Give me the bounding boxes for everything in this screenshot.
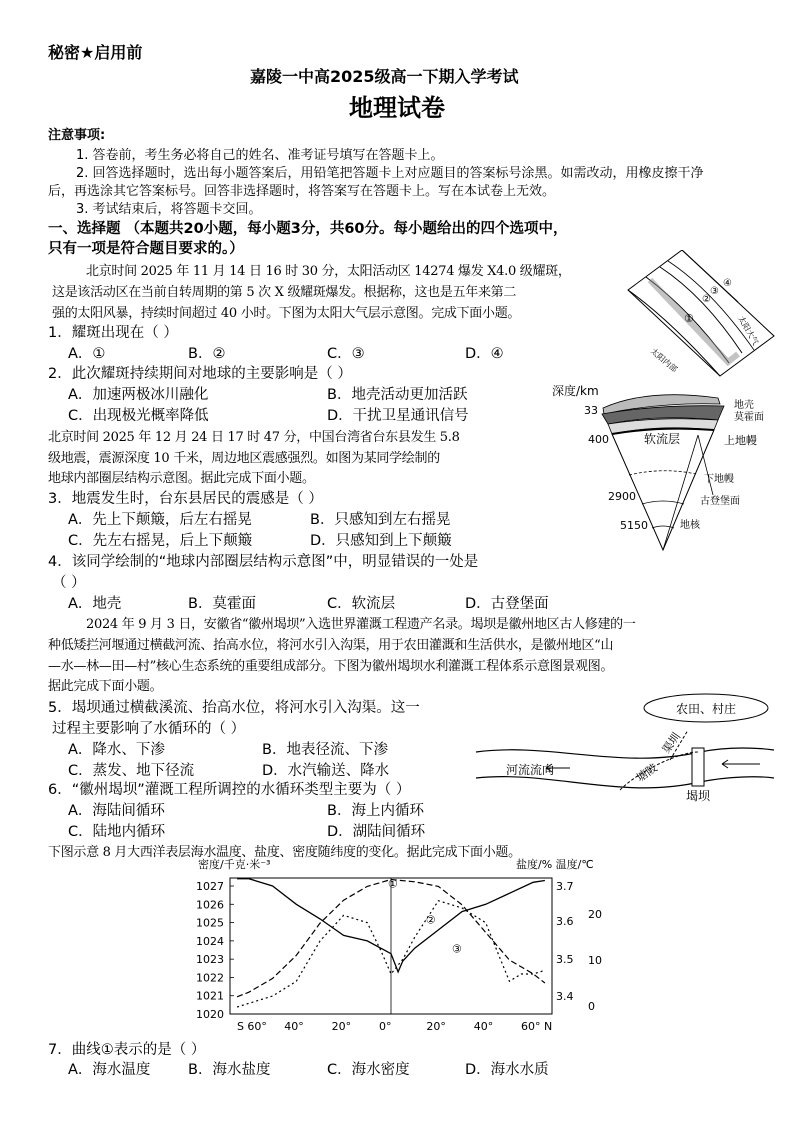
q4-option-d: D．古登堡面 <box>465 596 549 612</box>
passage-line: 地球内部圈层结构示意图。据此完成下面小题。 <box>48 471 315 486</box>
passage-line: 据此完成下面小题。 <box>48 679 163 694</box>
x-tick-label: 40° <box>473 1020 494 1033</box>
q2-option-a: A．加速两极冰川融化 <box>68 387 209 403</box>
depth-axis-label: 深度/km <box>552 384 599 398</box>
canal-label: 渠圳 <box>659 730 684 756</box>
q4-option-a: A．地壳 <box>68 596 122 612</box>
pond-label: 塘陂 <box>634 761 660 785</box>
moho-label: 莫霍面 <box>734 412 764 423</box>
q5-option-a: A．降水、下渗 <box>68 742 165 758</box>
sun-layer-2-label: ② <box>702 294 711 305</box>
y-left-tick-label: 1024 <box>196 934 224 948</box>
q7-option-b: B．海水盐度 <box>188 1062 271 1078</box>
upper-mantle-label: 上地幔 <box>724 434 757 447</box>
exam-title: 嘉陵一中高2025级高一下期入学考试 <box>250 67 519 86</box>
q4-option-b: B．莫霍面 <box>188 596 256 612</box>
y-temp-tick-label: 0 <box>588 1000 595 1013</box>
x-tick-label: 20° <box>331 1020 352 1033</box>
q5-option-c: C．蒸发、地下径流 <box>68 763 195 779</box>
q3-option-a: A．先上下颠簸，后左右摇晃 <box>68 512 252 528</box>
passage-line: 下图示意 8 月大西洋表层海水温度、盐度、密度随纬度的变化。据此完成下面小题。 <box>48 845 521 860</box>
sun-atmosphere-figure <box>620 250 780 380</box>
question-4-stem: 4．该同学绘制的“地球内部圈层结构示意图”中，明显错误的一处是 <box>48 554 479 570</box>
notice-title: 注意事项: <box>48 128 106 143</box>
crust-label: 地壳 <box>734 400 754 411</box>
chart-left-axis-label: 密度/千克·米⁻³ <box>198 858 271 871</box>
q7-option-a: A．海水温度 <box>68 1062 151 1078</box>
sun-interior-label: 太阳内部 <box>648 346 680 375</box>
x-tick-label: S 60° <box>236 1020 267 1033</box>
q3-option-b: B．只感知到左右摇晃 <box>310 512 451 528</box>
q5-option-b: B．地表径流、下渗 <box>262 742 388 758</box>
question-2-stem: 2．此次耀斑持续期间对地球的主要影响是（ ） <box>48 366 352 382</box>
y-left-tick-label: 1027 <box>196 880 224 893</box>
secret-label: 秘密★启用前 <box>48 43 143 62</box>
x-tick-label: 60° N <box>521 1020 553 1033</box>
sun-layer-3-label: ③ <box>710 286 719 297</box>
q5-option-d: D．水汽输送、降水 <box>262 763 390 779</box>
x-tick-label: 40° <box>284 1020 304 1033</box>
y-left-tick-label: 1025 <box>196 916 224 930</box>
y-temp-tick-label: 10 <box>588 954 602 967</box>
notice-item: 后，再选涂其它答案标号。回答非选择题时，将答案写在答题卡上。写在本试卷上无效。 <box>48 184 556 199</box>
dam-irrigation-figure <box>470 690 780 808</box>
y-left-tick-label: 1022 <box>196 971 224 985</box>
farmland-village-label: 农田、村庄 <box>676 702 737 716</box>
x-tick-label: 20° <box>426 1020 446 1033</box>
q2-option-c: C．出现极光概率降低 <box>68 408 209 424</box>
passage-line: 2024 年 9 月 3 日，安徽省“徽州堨坝”入选世界灌溉工程遗产名录。堨坝是徽州地区古人修建的一 <box>86 617 636 632</box>
question-5-stem: 过程主要影响了水循环的（ ） <box>52 721 246 737</box>
passage-line: —水—林—田—村”核心生态系统的重要组成部分。下图为徽州堨坝水利灌溉工程体系示意图景观图。 <box>48 659 614 674</box>
q6-option-c: C．陆地内循环 <box>68 824 166 840</box>
earth-interior-figure <box>548 380 788 560</box>
q3-option-d: D．只感知到上下颠簸 <box>310 533 452 549</box>
question-6-stem: 6．“徽州堨坝”灌溉工程所调控的水循环类型主要为（ ） <box>48 782 411 798</box>
passage-line: 这是该活动区在当前自转周期的第 5 次 X 级耀斑爆发。根据称，这也是五年来第二 <box>52 285 517 300</box>
notice-item: 2. 回答选择题时，选出每小题答案后，用铅笔把答题卡上对应题目的答案标号涂黑。如需改动，用橡皮擦干净 <box>76 166 704 181</box>
q4-option-c: C．软流层 <box>327 596 396 612</box>
q6-option-a: A．海陆间循环 <box>68 803 165 819</box>
q1-option-c: C．③ <box>327 346 365 362</box>
depth-tick: 2900 <box>608 490 636 503</box>
passage-line: 北京时间 2025 年 12 月 24 日 17 时 47 分，中国台湾省台东县发生 5.8 <box>48 430 460 445</box>
question-5-stem: 5．堨坝通过横截溪流、抬高水位，将河水引入沟渠。这一 <box>48 700 420 716</box>
series-1-label: ① <box>387 877 398 891</box>
asthenosphere-label: 软流层 <box>644 432 681 446</box>
lower-mantle-label: 下地幔 <box>704 474 734 485</box>
question-7-stem: 7．曲线①表示的是（ ） <box>48 1042 206 1058</box>
q6-option-b: B．海上内循环 <box>327 803 424 819</box>
depth-tick: 400 <box>588 433 609 446</box>
q2-option-d: D．干扰卫星通讯信号 <box>327 408 469 424</box>
series-2-label: ② <box>425 913 436 927</box>
depth-tick: 5150 <box>620 519 648 532</box>
q7-option-c: C．海水密度 <box>327 1062 410 1078</box>
x-tick-label: 0° <box>379 1020 392 1033</box>
series-3-label: ③ <box>451 942 462 956</box>
q3-option-c: C．先左右摇晃，后上下颠簸 <box>68 533 253 549</box>
q6-option-d: D．湖陆间循环 <box>327 824 426 840</box>
passage-line: 强的太阳风暴，持续时间超过 40 小时。下图为太阳大气层示意图。完成下面小题。 <box>52 306 521 321</box>
depth-tick: 33 <box>584 404 598 417</box>
y-salinity-tick-label: 3.4 <box>556 990 574 1003</box>
y-salinity-tick-label: 3.5 <box>556 953 574 966</box>
question-3-stem: 3．地震发生时，台东县居民的震感是（ ） <box>48 491 323 507</box>
passage-line: 级地震，震源深度 10 千米，周边地区震感强烈。如图为某同学绘制的 <box>48 451 440 466</box>
y-left-tick-label: 1021 <box>196 989 224 1003</box>
q2-option-b: B．地壳活动更加活跃 <box>327 387 468 403</box>
notice-item: 1. 答卷前，考生务必将自己的姓名、准考证号填写在答题卡上。 <box>76 148 444 163</box>
sun-layer-4-label: ④ <box>723 278 732 289</box>
q1-option-a: A．① <box>68 346 106 362</box>
sun-atmosphere-label: 太阳大气 <box>736 314 761 347</box>
subject-title: 地理试卷 <box>349 93 445 122</box>
section-heading: 只有一项是符合题目要求的。） <box>48 241 244 257</box>
sun-layer-1-label: ① <box>684 312 694 325</box>
question-4-paren: （ ） <box>52 575 86 591</box>
y-left-tick-label: 1023 <box>196 953 224 967</box>
q1-option-d: D．④ <box>465 346 504 362</box>
y-left-tick-label: 1020 <box>196 1008 224 1021</box>
question-1-stem: 1．耀斑出现在（ ） <box>48 325 178 341</box>
gutenberg-label: 古登堡面 <box>700 496 740 507</box>
y-temp-tick-label: 20 <box>588 908 602 921</box>
river-flow-label: 河流流向 <box>506 763 555 777</box>
q7-option-d: D．海水水质 <box>465 1062 549 1078</box>
passage-line: 种低矮拦河堰通过横截河流、抬高水位，将河水引入沟渠，用于农田灌溉和生活供水，是徽州地区“山 <box>48 638 614 653</box>
y-salinity-tick-label: 3.6 <box>556 915 574 928</box>
core-label: 地核 <box>680 520 700 531</box>
chart-right-axis-label: 盐度/% 温度/℃ <box>516 858 594 871</box>
q1-option-b: B．② <box>188 346 226 362</box>
y-salinity-tick-label: 3.7 <box>556 880 574 893</box>
notice-item: 3. 考试结束后，将答题卡交回。 <box>76 202 262 217</box>
y-left-tick-label: 1026 <box>196 898 224 912</box>
passage-line: 北京时间 2025 年 11 月 14 日 16 时 30 分，太阳活动区 14274 爆发 X4.0 级耀斑， <box>86 264 571 279</box>
atlantic-chart <box>190 856 610 1034</box>
section-heading: 一、选择题 （本题共20小题，每小题3分，共60分。每小题给出的四个选项中， <box>48 221 568 237</box>
dam-label: 堨坝 <box>686 789 711 803</box>
